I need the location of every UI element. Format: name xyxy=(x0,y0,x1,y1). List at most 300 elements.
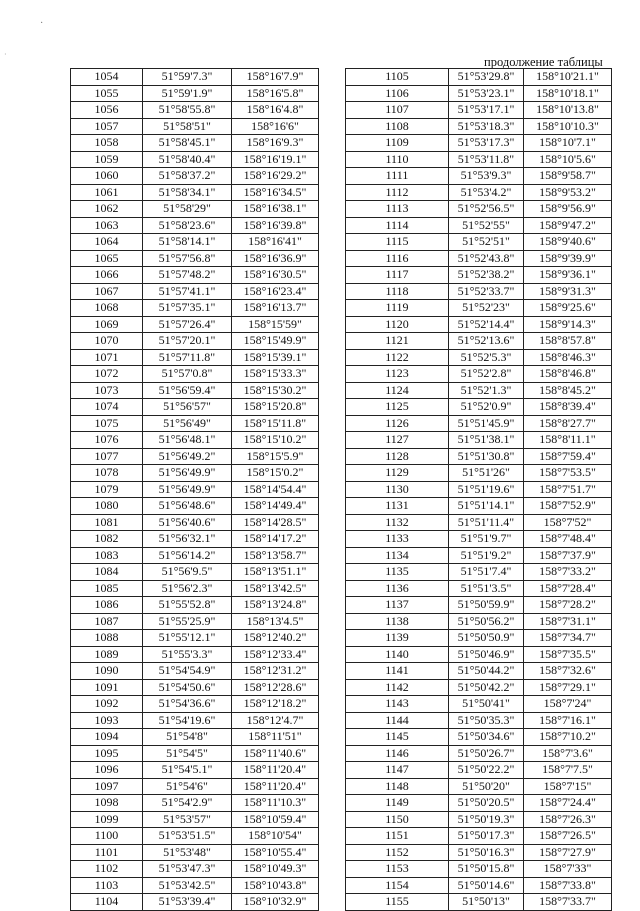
point-number: 1081 xyxy=(71,514,143,531)
point-number: 1098 xyxy=(71,795,143,812)
table-row xyxy=(346,646,612,663)
latitude-cell: 51°57'35.1" xyxy=(143,300,232,317)
table-row xyxy=(346,283,612,300)
longitude-cell: 158°9'56.9" xyxy=(524,201,612,218)
longitude-cell: 158°7'10.2" xyxy=(524,729,612,746)
latitude-cell: 51°53'42.5" xyxy=(143,877,232,894)
longitude-cell: 158°15'49.9" xyxy=(232,333,319,350)
longitude-cell: 158°8'11.1" xyxy=(524,432,612,449)
longitude-cell: 158°7'24" xyxy=(524,696,612,713)
latitude-cell: 51°50'22.2" xyxy=(449,762,524,779)
latitude-cell: 51°58'37.2" xyxy=(143,168,232,185)
longitude-cell: 158°9'14.3" xyxy=(524,316,612,333)
latitude-cell: 51°53'11.8" xyxy=(449,151,524,168)
latitude-cell: 51°50'56.2" xyxy=(449,613,524,630)
point-number: 1093 xyxy=(71,712,143,729)
longitude-cell: 158°16'5.8" xyxy=(232,85,319,102)
point-number: 1090 xyxy=(71,663,143,680)
point-number: 1120 xyxy=(346,316,449,333)
latitude-cell: 51°50'14.6" xyxy=(449,877,524,894)
table-row xyxy=(71,564,319,581)
latitude-cell: 51°53'4.2" xyxy=(449,184,524,201)
latitude-cell: 51°54'5.1" xyxy=(143,762,232,779)
point-number: 1094 xyxy=(71,729,143,746)
table-row xyxy=(71,151,319,168)
longitude-cell: 158°7'28.4" xyxy=(524,580,612,597)
latitude-cell: 51°59'7.3" xyxy=(143,69,232,86)
point-number: 1073 xyxy=(71,382,143,399)
longitude-cell: 158°14'28.5" xyxy=(232,514,319,531)
point-number: 1089 xyxy=(71,646,143,663)
latitude-cell: 51°53'57" xyxy=(143,811,232,828)
table-row xyxy=(71,861,319,878)
longitude-cell: 158°12'40.2" xyxy=(232,630,319,647)
latitude-cell: 51°58'23.6" xyxy=(143,217,232,234)
table-row xyxy=(346,514,612,531)
point-number: 1133 xyxy=(346,531,449,548)
point-number: 1102 xyxy=(71,861,143,878)
latitude-cell: 51°58'55.8" xyxy=(143,102,232,119)
latitude-cell: 51°51'3.5" xyxy=(449,580,524,597)
point-number: 1146 xyxy=(346,745,449,762)
longitude-cell: 158°10'7.1" xyxy=(524,135,612,152)
point-number: 1129 xyxy=(346,465,449,482)
latitude-cell: 51°52'2.8" xyxy=(449,366,524,383)
point-number: 1115 xyxy=(346,234,449,251)
longitude-cell: 158°7'33.2" xyxy=(524,564,612,581)
table-row xyxy=(346,316,612,333)
table-row xyxy=(71,168,319,185)
table-row xyxy=(71,679,319,696)
table-row xyxy=(346,382,612,399)
table-row xyxy=(71,135,319,152)
latitude-cell: 51°56'32.1" xyxy=(143,531,232,548)
point-number: 1064 xyxy=(71,234,143,251)
table-row xyxy=(346,498,612,515)
point-number: 1079 xyxy=(71,481,143,498)
table-row xyxy=(71,630,319,647)
table-row xyxy=(71,300,319,317)
point-number: 1070 xyxy=(71,333,143,350)
coordinates-table-left xyxy=(70,68,319,911)
latitude-cell: 51°56'49.9" xyxy=(143,465,232,482)
latitude-cell: 51°52'33.7" xyxy=(449,283,524,300)
table-row xyxy=(71,729,319,746)
table-row xyxy=(71,894,319,911)
table-row xyxy=(71,184,319,201)
point-number: 1065 xyxy=(71,250,143,267)
longitude-cell: 158°16'34.5" xyxy=(232,184,319,201)
latitude-cell: 51°53'29.8" xyxy=(449,69,524,86)
table-row xyxy=(71,69,319,86)
table-row xyxy=(346,828,612,845)
point-number: 1144 xyxy=(346,712,449,729)
point-number: 1118 xyxy=(346,283,449,300)
latitude-cell: 51°52'13.6" xyxy=(449,333,524,350)
point-number: 1108 xyxy=(346,118,449,135)
point-number: 1061 xyxy=(71,184,143,201)
point-number: 1059 xyxy=(71,151,143,168)
longitude-cell: 158°7'52" xyxy=(524,514,612,531)
longitude-cell: 158°16'4.8" xyxy=(232,102,319,119)
longitude-cell: 158°12'4.7" xyxy=(232,712,319,729)
point-number: 1117 xyxy=(346,267,449,284)
table-row xyxy=(346,795,612,812)
table-row xyxy=(71,481,319,498)
point-number: 1147 xyxy=(346,762,449,779)
latitude-cell: 51°53'39.4" xyxy=(143,894,232,911)
latitude-cell: 51°52'14.4" xyxy=(449,316,524,333)
latitude-cell: 51°57'11.8" xyxy=(143,349,232,366)
table-row xyxy=(346,877,612,894)
table-row xyxy=(346,861,612,878)
table-row xyxy=(71,382,319,399)
table-row xyxy=(71,118,319,135)
longitude-cell: 158°10'54" xyxy=(232,828,319,845)
longitude-cell: 158°16'13.7" xyxy=(232,300,319,317)
longitude-cell: 158°10'59.4" xyxy=(232,811,319,828)
longitude-cell: 158°16'30.5" xyxy=(232,267,319,284)
point-number: 1100 xyxy=(71,828,143,845)
table-row xyxy=(346,300,612,317)
table-row xyxy=(346,85,612,102)
point-number: 1080 xyxy=(71,498,143,515)
point-number: 1060 xyxy=(71,168,143,185)
point-number: 1109 xyxy=(346,135,449,152)
point-number: 1148 xyxy=(346,778,449,795)
point-number: 1111 xyxy=(346,168,449,185)
latitude-cell: 51°50'44.2" xyxy=(449,663,524,680)
table-row xyxy=(346,217,612,234)
point-number: 1105 xyxy=(346,69,449,86)
table-row xyxy=(346,201,612,218)
longitude-cell: 158°15'20.8" xyxy=(232,399,319,416)
latitude-cell: 51°53'51.5" xyxy=(143,828,232,845)
longitude-cell: 158°7'27.9" xyxy=(524,844,612,861)
latitude-cell: 51°51'26" xyxy=(449,465,524,482)
longitude-cell: 158°10'21.1" xyxy=(524,69,612,86)
table-row xyxy=(71,646,319,663)
table-row xyxy=(346,102,612,119)
table-row xyxy=(346,613,612,630)
point-number: 1058 xyxy=(71,135,143,152)
point-number: 1062 xyxy=(71,201,143,218)
table-row xyxy=(346,762,612,779)
table-row xyxy=(346,481,612,498)
latitude-cell: 51°50'17.3" xyxy=(449,828,524,845)
longitude-cell: 158°10'43.8" xyxy=(232,877,319,894)
table-row xyxy=(346,135,612,152)
point-number: 1110 xyxy=(346,151,449,168)
point-number: 1084 xyxy=(71,564,143,581)
latitude-cell: 51°50'20" xyxy=(449,778,524,795)
table-row xyxy=(71,745,319,762)
table-row xyxy=(346,844,612,861)
latitude-cell: 51°59'1.9" xyxy=(143,85,232,102)
table-row xyxy=(71,448,319,465)
longitude-cell: 158°7'26.5" xyxy=(524,828,612,845)
point-number: 1155 xyxy=(346,894,449,911)
table-row xyxy=(346,349,612,366)
point-number: 1057 xyxy=(71,118,143,135)
longitude-cell: 158°10'32.9" xyxy=(232,894,319,911)
table-row xyxy=(71,613,319,630)
longitude-cell: 158°13'51.1" xyxy=(232,564,319,581)
latitude-cell: 51°58'34.1" xyxy=(143,184,232,201)
point-number: 1143 xyxy=(346,696,449,713)
latitude-cell: 51°58'29" xyxy=(143,201,232,218)
longitude-cell: 158°9'53.2" xyxy=(524,184,612,201)
latitude-cell: 51°55'52.8" xyxy=(143,597,232,614)
point-number: 1154 xyxy=(346,877,449,894)
latitude-cell: 51°53'48" xyxy=(143,844,232,861)
latitude-cell: 51°52'43.8" xyxy=(449,250,524,267)
point-number: 1067 xyxy=(71,283,143,300)
table-row xyxy=(71,333,319,350)
latitude-cell: 51°50'35.3" xyxy=(449,712,524,729)
table-continuation-caption: продолжение таблицы xyxy=(484,55,603,69)
longitude-cell: 158°16'19.1" xyxy=(232,151,319,168)
longitude-cell: 158°7'29.1" xyxy=(524,679,612,696)
table-row xyxy=(346,894,612,911)
longitude-cell: 158°7'33" xyxy=(524,861,612,878)
latitude-cell: 51°54'8" xyxy=(143,729,232,746)
longitude-cell: 158°7'31.1" xyxy=(524,613,612,630)
longitude-cell: 158°9'58.7" xyxy=(524,168,612,185)
point-number: 1131 xyxy=(346,498,449,515)
longitude-cell: 158°10'10.3" xyxy=(524,118,612,135)
longitude-cell: 158°13'24.8" xyxy=(232,597,319,614)
point-number: 1137 xyxy=(346,597,449,614)
latitude-cell: 51°58'45.1" xyxy=(143,135,232,152)
longitude-cell: 158°11'20.4" xyxy=(232,762,319,779)
longitude-cell: 158°11'20.4" xyxy=(232,778,319,795)
latitude-cell: 51°51'45.9" xyxy=(449,415,524,432)
table-row xyxy=(346,465,612,482)
table-row xyxy=(71,349,319,366)
longitude-cell: 158°7'59.4" xyxy=(524,448,612,465)
latitude-cell: 51°53'9.3" xyxy=(449,168,524,185)
latitude-cell: 51°56'49" xyxy=(143,415,232,432)
point-number: 1091 xyxy=(71,679,143,696)
longitude-cell: 158°7'32.6" xyxy=(524,663,612,680)
latitude-cell: 51°50'16.3" xyxy=(449,844,524,861)
longitude-cell: 158°9'40.6" xyxy=(524,234,612,251)
longitude-cell: 158°7'7.5" xyxy=(524,762,612,779)
longitude-cell: 158°14'17.2" xyxy=(232,531,319,548)
longitude-cell: 158°7'53.5" xyxy=(524,465,612,482)
longitude-cell: 158°10'49.3" xyxy=(232,861,319,878)
table-row xyxy=(71,465,319,482)
table-row xyxy=(71,415,319,432)
table-row xyxy=(346,151,612,168)
latitude-cell: 51°56'14.2" xyxy=(143,547,232,564)
longitude-cell: 158°7'52.9" xyxy=(524,498,612,515)
longitude-cell: 158°10'55.4" xyxy=(232,844,319,861)
table-row xyxy=(71,399,319,416)
latitude-cell: 51°52'0.9" xyxy=(449,399,524,416)
point-number: 1071 xyxy=(71,349,143,366)
table-row xyxy=(71,283,319,300)
latitude-cell: 51°52'51" xyxy=(449,234,524,251)
longitude-cell: 158°7'34.7" xyxy=(524,630,612,647)
longitude-cell: 158°12'33.4" xyxy=(232,646,319,663)
latitude-cell: 51°58'51" xyxy=(143,118,232,135)
longitude-cell: 158°14'54.4" xyxy=(232,481,319,498)
longitude-cell: 158°15'11.8" xyxy=(232,415,319,432)
latitude-cell: 51°52'38.2" xyxy=(449,267,524,284)
longitude-cell: 158°16'9.3" xyxy=(232,135,319,152)
latitude-cell: 51°56'2.3" xyxy=(143,580,232,597)
table-row xyxy=(71,217,319,234)
table-row xyxy=(346,118,612,135)
latitude-cell: 51°50'15.8" xyxy=(449,861,524,878)
point-number: 1126 xyxy=(346,415,449,432)
longitude-cell: 158°7'3.6" xyxy=(524,745,612,762)
point-number: 1130 xyxy=(346,481,449,498)
point-number: 1145 xyxy=(346,729,449,746)
longitude-cell: 158°7'35.5" xyxy=(524,646,612,663)
longitude-cell: 158°16'29.2" xyxy=(232,168,319,185)
table-row xyxy=(71,201,319,218)
latitude-cell: 51°54'5" xyxy=(143,745,232,762)
latitude-cell: 51°52'5.3" xyxy=(449,349,524,366)
table-row xyxy=(71,663,319,680)
point-number: 1063 xyxy=(71,217,143,234)
table-row xyxy=(346,250,612,267)
table-row xyxy=(71,102,319,119)
point-number: 1119 xyxy=(346,300,449,317)
point-number: 1088 xyxy=(71,630,143,647)
longitude-cell: 158°8'46.3" xyxy=(524,349,612,366)
point-number: 1107 xyxy=(346,102,449,119)
table-row xyxy=(346,531,612,548)
point-number: 1097 xyxy=(71,778,143,795)
table-row xyxy=(346,333,612,350)
table-row xyxy=(71,432,319,449)
point-number: 1128 xyxy=(346,448,449,465)
latitude-cell: 51°50'41" xyxy=(449,696,524,713)
table-row xyxy=(71,597,319,614)
table-row xyxy=(346,234,612,251)
point-number: 1153 xyxy=(346,861,449,878)
longitude-cell: 158°9'31.3" xyxy=(524,283,612,300)
latitude-cell: 51°57'20.1" xyxy=(143,333,232,350)
table-row xyxy=(346,564,612,581)
table-row xyxy=(346,415,612,432)
longitude-cell: 158°7'33.8" xyxy=(524,877,612,894)
latitude-cell: 51°57'56.8" xyxy=(143,250,232,267)
point-number: 1132 xyxy=(346,514,449,531)
table-row xyxy=(71,547,319,564)
latitude-cell: 51°51'38.1" xyxy=(449,432,524,449)
point-number: 1152 xyxy=(346,844,449,861)
table-row xyxy=(346,448,612,465)
latitude-cell: 51°57'0.8" xyxy=(143,366,232,383)
latitude-cell: 51°56'9.5" xyxy=(143,564,232,581)
table-row xyxy=(71,250,319,267)
table-row xyxy=(71,712,319,729)
longitude-cell: 158°15'10.2" xyxy=(232,432,319,449)
point-number: 1096 xyxy=(71,762,143,779)
longitude-cell: 158°13'4.5" xyxy=(232,613,319,630)
latitude-cell: 51°55'25.9" xyxy=(143,613,232,630)
longitude-cell: 158°7'51.7" xyxy=(524,481,612,498)
latitude-cell: 51°50'50.9" xyxy=(449,630,524,647)
scan-mark: · xyxy=(40,18,44,29)
longitude-cell: 158°8'57.8" xyxy=(524,333,612,350)
point-number: 1075 xyxy=(71,415,143,432)
point-number: 1121 xyxy=(346,333,449,350)
latitude-cell: 51°56'49.9" xyxy=(143,481,232,498)
latitude-cell: 51°50'19.3" xyxy=(449,811,524,828)
latitude-cell: 51°52'1.3" xyxy=(449,382,524,399)
latitude-cell: 51°54'54.9" xyxy=(143,663,232,680)
latitude-cell: 51°53'17.1" xyxy=(449,102,524,119)
latitude-cell: 51°51'19.6" xyxy=(449,481,524,498)
longitude-cell: 158°16'7.9" xyxy=(232,69,319,86)
table-row xyxy=(346,679,612,696)
longitude-cell: 158°16'39.8" xyxy=(232,217,319,234)
longitude-cell: 158°7'28.2" xyxy=(524,597,612,614)
point-number: 1104 xyxy=(71,894,143,911)
longitude-cell: 158°11'40.6" xyxy=(232,745,319,762)
longitude-cell: 158°16'36.9" xyxy=(232,250,319,267)
longitude-cell: 158°15'39.1" xyxy=(232,349,319,366)
latitude-cell: 51°57'41.1" xyxy=(143,283,232,300)
longitude-cell: 158°7'26.3" xyxy=(524,811,612,828)
longitude-cell: 158°14'49.4" xyxy=(232,498,319,515)
longitude-cell: 158°13'58.7" xyxy=(232,547,319,564)
latitude-cell: 51°52'56.5" xyxy=(449,201,524,218)
longitude-cell: 158°12'28.6" xyxy=(232,679,319,696)
longitude-cell: 158°7'24.4" xyxy=(524,795,612,812)
table-row xyxy=(346,184,612,201)
table-row xyxy=(71,234,319,251)
point-number: 1072 xyxy=(71,366,143,383)
point-number: 1054 xyxy=(71,69,143,86)
latitude-cell: 51°50'26.7" xyxy=(449,745,524,762)
longitude-cell: 158°10'18.1" xyxy=(524,85,612,102)
longitude-cell: 158°15'59" xyxy=(232,316,319,333)
longitude-cell: 158°12'31.2" xyxy=(232,663,319,680)
point-number: 1127 xyxy=(346,432,449,449)
longitude-cell: 158°16'41" xyxy=(232,234,319,251)
table-row xyxy=(71,844,319,861)
table-row xyxy=(71,795,319,812)
point-number: 1099 xyxy=(71,811,143,828)
longitude-cell: 158°15'30.2" xyxy=(232,382,319,399)
table-row xyxy=(71,514,319,531)
latitude-cell: 51°57'26.4" xyxy=(143,316,232,333)
point-number: 1150 xyxy=(346,811,449,828)
table-row xyxy=(346,630,612,647)
table-row xyxy=(71,580,319,597)
table-row xyxy=(71,85,319,102)
longitude-cell: 158°12'18.2" xyxy=(232,696,319,713)
point-number: 1151 xyxy=(346,828,449,845)
point-number: 1141 xyxy=(346,663,449,680)
point-number: 1078 xyxy=(71,465,143,482)
point-number: 1074 xyxy=(71,399,143,416)
latitude-cell: 51°56'40.6" xyxy=(143,514,232,531)
point-number: 1101 xyxy=(71,844,143,861)
longitude-cell: 158°10'5.6" xyxy=(524,151,612,168)
longitude-cell: 158°9'39.9" xyxy=(524,250,612,267)
point-number: 1095 xyxy=(71,745,143,762)
point-number: 1056 xyxy=(71,102,143,119)
table-row xyxy=(346,712,612,729)
